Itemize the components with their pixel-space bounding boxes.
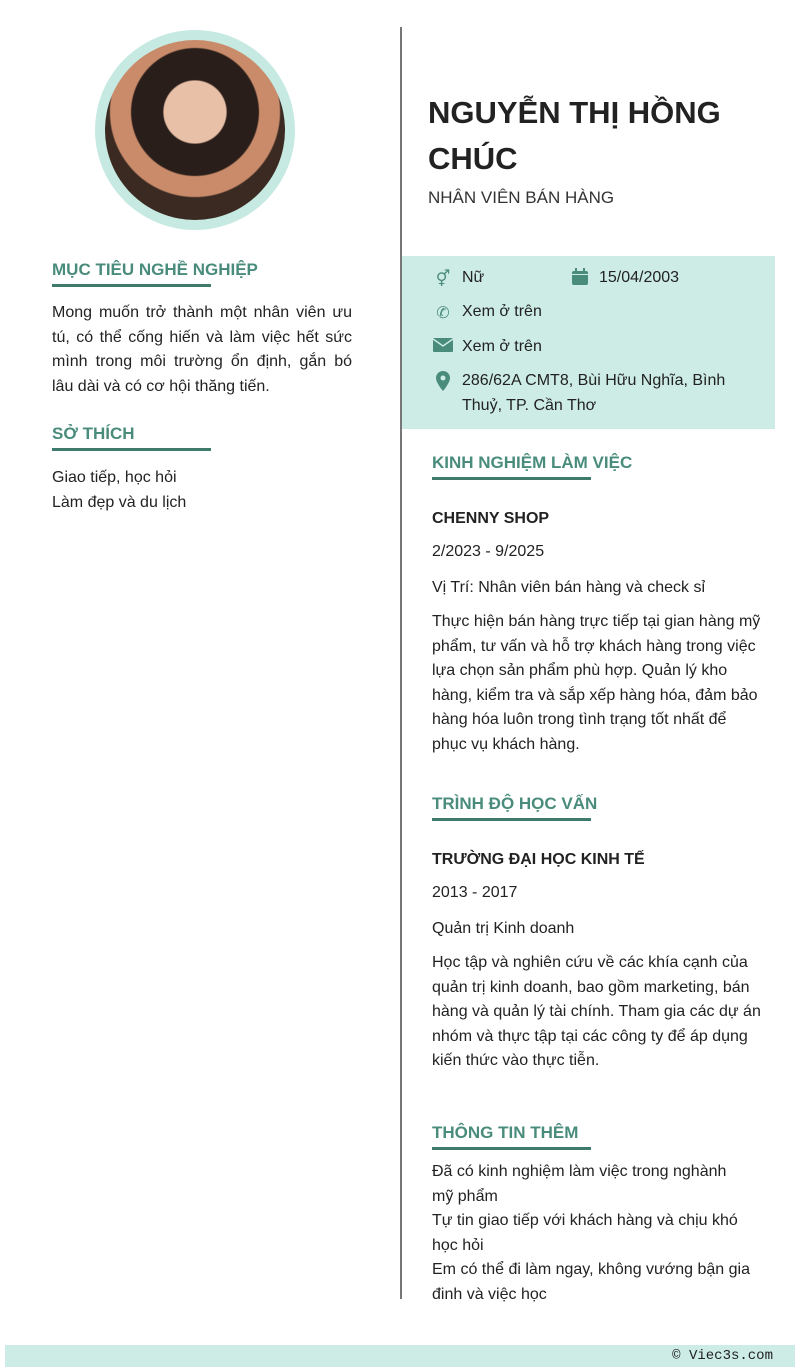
avatar [105,40,285,220]
experience-title: KINH NGHIỆM LÀM VIỆC [432,453,591,480]
footer-credit: © Viec3s.com [672,1348,773,1364]
phone-icon: ✆ [436,305,450,322]
additional-item: Em có thể đi làm ngay, không vướng bận gia đinh và việc học [432,1261,750,1303]
birthday: 15/04/2003 [599,269,680,286]
education-title: TRÌNH ĐỘ HỌC VẤN [432,794,591,821]
email-icon [432,335,454,355]
phone: Xem ở trên [462,303,542,320]
address: 286/62A CMT8, Bùi Hữu Nghĩa, Bình Thuỷ, TP. Cần Thơ [462,372,726,414]
contact-panel [402,256,775,429]
experience-section [432,453,762,757]
hobby-item: Làm đẹp và du lịch [52,493,187,511]
hobby-item: Giao tiếp, học hỏi [52,469,177,486]
column-divider [400,27,402,1299]
additional-item: Đã có kinh nghiệm làm việc trong nghành mỹ phẩm [432,1163,727,1205]
job-title: NHÂN VIÊN BÁN HÀNG [428,188,615,207]
objective-text: Mong muốn trở thành một nhân viên ưu tú, có thể cống hiến và làm việc hết sức mình trong môi trường ổn định, gắn bó lâu dài và có cơ hội thăng tiến. [52,304,352,395]
footer-bar [5,1345,795,1367]
experience-description: Thực hiện bán hàng trực tiếp tại gian hàng mỹ phẩm, tư vấn và hỗ trợ khách hàng trong việc lựa chọn sản phẩm phù hợp. Quản lý kho hàng, kiểm tra và sắp xếp hàng hóa, đảm bảo hàng hóa luôn trong tình trạng tốt nhất để phục vụ khách hàng. [432,613,761,753]
school: TRƯỜNG ĐẠI HỌC KINH TẾ [432,851,645,868]
candidate-name: NGUYỄN THỊ HỒNG CHÚC [428,95,721,176]
education-period: 2013 - 2017 [432,884,518,901]
additional-item: Tự tin giao tiếp với khách hàng và chịu khó học hỏi [432,1212,738,1254]
hobbies-title: SỞ THÍCH [52,424,211,451]
gender: Nữ [462,269,485,286]
additional-title: THÔNG TIN THÊM [432,1123,591,1150]
education-description: Học tập và nghiên cứu về các khía cạnh của quản trị kinh doanh, bao gồm marketing, bán hàng và quản lý tài chính. Tham gia các dự án nhóm và thực tập tại các công ty để áp dụng kiến thức vào thực tiễn. [432,954,761,1069]
avatar-frame [95,30,295,230]
location-icon [432,369,454,389]
experience-period: 2/2023 - 9/2025 [432,543,545,560]
calendar-icon [569,266,591,286]
experience-position: Vị Trí: Nhân viên bán hàng và check sỉ [432,578,706,596]
education-major: Quản trị Kinh doanh [432,919,575,937]
email: Xem ở trên [462,338,542,355]
education-section [432,794,762,1074]
gender-icon: ⚥ [435,271,451,288]
objective-title: MỤC TIÊU NGHỀ NGHIỆP [52,260,211,287]
additional-section [432,1123,762,1307]
company: CHENNY SHOP [432,510,550,527]
